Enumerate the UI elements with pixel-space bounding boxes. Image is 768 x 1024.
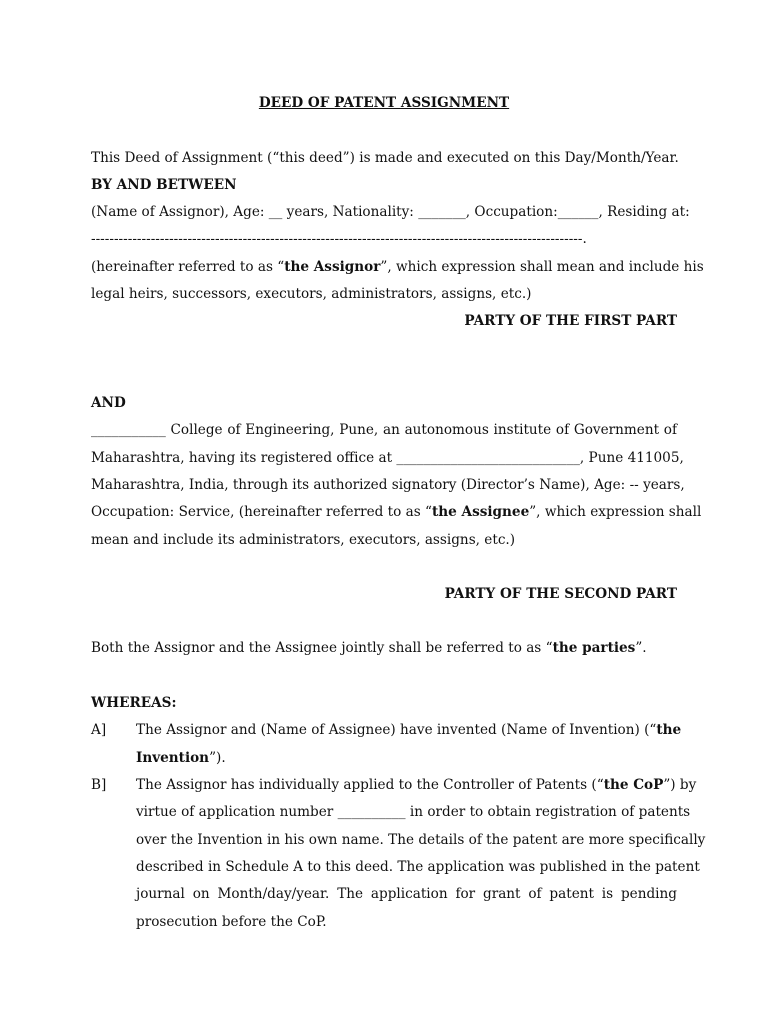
document-title: DEED OF PATENT ASSIGNMENT	[258, 95, 510, 111]
assignee-line-5: mean and include its administrators, executors, assigns, etc.)	[91, 532, 516, 548]
clause-b-text-pre: The Assignor has individually applied to the Controller of Patents (“	[136, 777, 604, 793]
first-party-label: PARTY OF THE FIRST PART	[464, 313, 677, 329]
second-party-label: PARTY OF THE SECOND PART	[444, 586, 677, 602]
assignor-defined-term: the Assignor	[284, 259, 381, 275]
clause-b-line-1	[136, 777, 697, 793]
clause-a-line-1	[136, 722, 682, 738]
assignor-details-line: (Name of Assignor), Age: __ years, Nationality: _______, Occupation:______, Residing at:	[91, 204, 690, 220]
parties-pre: Both the Assignor and the Assignee jointly shall be referred to as “	[91, 640, 553, 656]
parties-post: ”.	[635, 640, 647, 656]
clause-a-line-2	[136, 750, 677, 766]
clause-b-line-2: virtue of application number __________ in order to obtain registration of patents	[136, 804, 691, 820]
clause-b-text-post: ”) by	[663, 777, 697, 793]
assignor-reference-post: ”, which expression shall mean and include his	[380, 259, 704, 275]
assignee-reference-post: ”, which expression shall	[529, 504, 702, 520]
clause-b-line-3: over the Invention in his own name. The details of the patent are more specifically	[136, 832, 706, 848]
assignee-line-4	[91, 504, 702, 520]
by-and-between-heading: BY AND BETWEEN	[91, 177, 237, 193]
parties-defined-term: the parties	[552, 640, 636, 656]
parties-paragraph	[91, 640, 677, 656]
assignee-line-2: Maharashtra, having its registered office at ___________________________, Pune 411005,	[91, 450, 684, 466]
clause-b-bold-cop: the CoP	[603, 777, 664, 793]
intro-paragraph: This Deed of Assignment (“this deed”) is made and executed on this Day/Month/Year.	[91, 150, 679, 166]
clause-b-line-6: prosecution before the CoP.	[136, 914, 327, 930]
and-heading: AND	[91, 395, 126, 411]
assignee-reference-pre: Occupation: Service, (hereinafter referred to as “	[91, 504, 432, 520]
assignor-reference-line	[91, 259, 704, 275]
clause-b-marker: B]	[91, 777, 107, 793]
assignee-line-1: ___________ College of Engineering, Pune, an autonomous institute of Government of	[91, 422, 677, 438]
assignor-reference-pre: (hereinafter referred to as “	[91, 259, 285, 275]
clause-b-line-4: described in Schedule A to this deed. The application was published in the patent	[136, 859, 700, 875]
clause-a-text: The Assignor and (Name of Assignee) have invented (Name of Invention) (“	[136, 722, 657, 738]
clause-b-line-5: journal on Month/day/year. The application for grant of patent is pending	[136, 886, 677, 902]
clause-a-closing: ”).	[209, 750, 226, 766]
whereas-heading: WHEREAS:	[91, 695, 177, 711]
assignor-address-blank: -----------------------------------------------------------------------------------------------------------.	[91, 231, 587, 247]
assignor-reference-line-2: legal heirs, successors, executors, administrators, assigns, etc.)	[91, 286, 532, 302]
clause-a-bold-invention: Invention	[136, 750, 210, 766]
clause-a-marker: A]	[91, 722, 107, 738]
assignee-line-3: Maharashtra, India, through its authorized signatory (Director’s Name), Age: -- years,	[91, 477, 685, 493]
assignee-defined-term: the Assignee	[431, 504, 530, 520]
clause-a-bold-the: the	[656, 722, 682, 738]
